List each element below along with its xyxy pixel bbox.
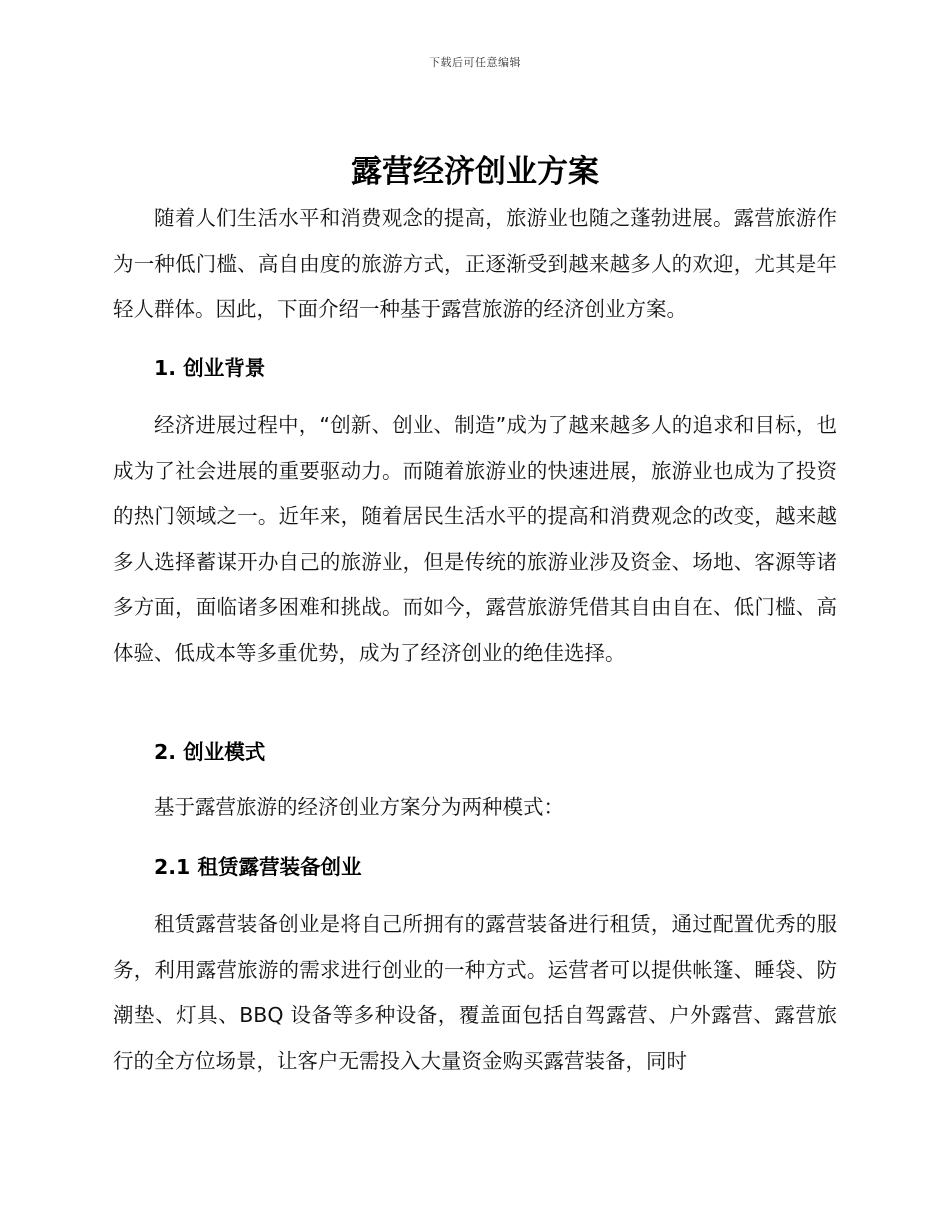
subsection-heading-rental: 2.1 租赁露营装备创业 bbox=[154, 855, 362, 879]
section-heading-background: 1. 创业背景 bbox=[154, 356, 266, 380]
intro-paragraph: 随着人们生活水平和消费观念的提高，旅游业也随之蓬勃进展。露营旅游作为一种低门槛、高自由度的旅游方式，正逐渐受到越来越多人的欢迎，尤其是年轻人群体。因此，下面介绍一种基于露营旅游的经济创业方案。 bbox=[113, 206, 837, 321]
rental-paragraph: 租赁露营装备创业是将自己所拥有的露营装备进行租赁，通过配置优秀的服务，利用露营旅游的需求进行创业的一种方式。运营者可以提供帐篷、睡袋、防潮垫、灯具、BBQ 设备等多种设备，覆盖面包括自驾露营、户外露营、露营旅行的全方位场景，让客户无需投入大量资金购买露营装备，同时 bbox=[113, 912, 837, 1073]
background-paragraph: 经济进展过程中，“创新、创业、制造”成为了越来越多人的追求和目标，也成为了社会进展的重要驱动力。而随着旅游业的快速进展，旅游业也成为了投资的热门领域之一。近年来，随着居民生活水平的提高和消费观念的改变，越来越多人选择蓄谋开办自己的旅游业，但是传统的旅游业涉及资金、场地、客源等诸多方面，面临诸多困难和挑战。而如今，露营旅游凭借其自由自在、低门槛、高体验、低成本等多重优势，成为了经济创业的绝佳选择。 bbox=[113, 413, 837, 665]
section-heading-mode: 2. 创业模式 bbox=[154, 740, 266, 764]
mode-paragraph: 基于露营旅游的经济创业方案分为两种模式： bbox=[154, 795, 564, 819]
header-note: 下载后可任意编辑 bbox=[429, 56, 521, 69]
document-title: 露营经济创业方案 bbox=[351, 154, 599, 190]
